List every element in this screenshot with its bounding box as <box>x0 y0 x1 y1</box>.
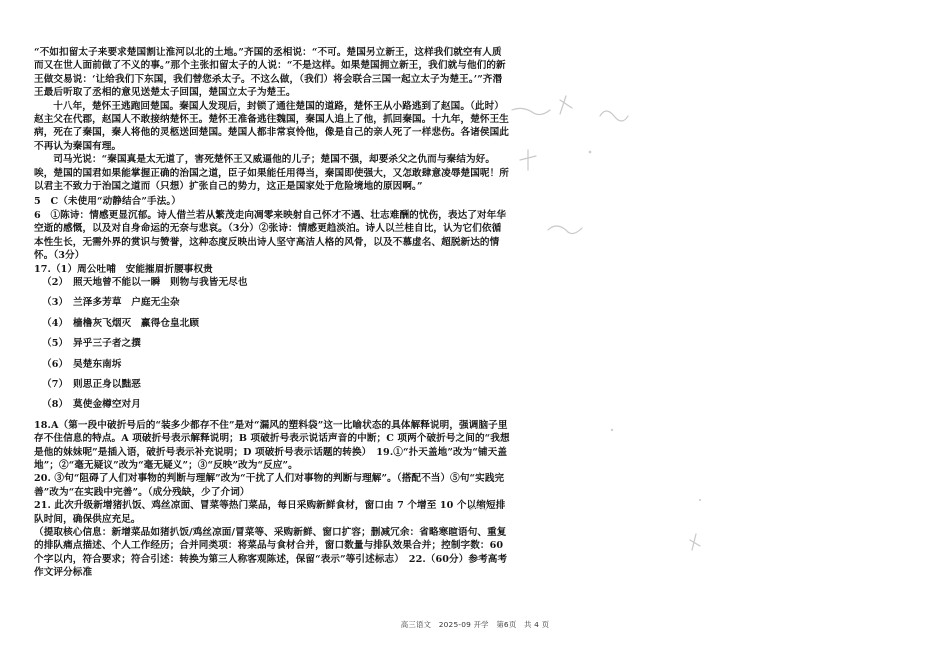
answer-17-item: （3） 兰泽多芳草 户庭无尘杂 <box>42 297 180 309</box>
answer-20: 20. ③句“阻碍了人们对事物的判断与理解”改为“干扰了人们对事物的判断与理解”。（搭配不当）⑤句“实践完善”改为“在实践中完善”。（成分残缺，少了介词） <box>34 473 505 498</box>
answer-5: 5 C（未使用“动静结合”手法。） <box>34 196 181 208</box>
answer-18-19: 18.A（第一段中破折号后的“装多少都存不住”是对“漏风的塑料袋”这一比喻状态的具体解释说明，强调脑子里存不住信息的特点。A 项破折号表示解释说明；B 项破折号表示说话声音的中断；C 项两个破折号之间的“我想是他的妹妹呢”是插入语，破折号表示补充说明；D 项破折号表示话题的转换） 19.①“扑天盖地”改为“铺天盖地”；②“毫无疑议”改为“毫无疑义”；③“反映”改为“反应”。 <box>34 419 510 471</box>
answer-17-item: （8） 莫使金樽空对月 <box>42 399 141 411</box>
answer-17-item: （2） 照天地曾不能以一瞬 则物与我皆无尽也 <box>42 276 248 288</box>
answer-17-item: （4） 樯橹灰飞烟灭 赢得仓皇北顾 <box>42 317 200 329</box>
answer-21-notes: （提取核心信息：新增菜品如猪扒饭/鸡丝凉面/冒菜等、采购新鲜、窗口扩容；删减冗余：省略寒暄语句、重复的排队痛点描述、个人工作经历；合并同类项：将菜品与食材合并，窗口数量与排队效果合并；控制字数：60 个字以内，符合要求；符合引述：转换为第三人称客观陈述，保留“表示”等引述标志） 22.（60分）参考高考作文评分标准 <box>34 527 508 579</box>
answer-key-text <box>34 46 510 580</box>
answer-21: 21. 此次升级新增猪扒饭、鸡丝凉面、冒菜等热门菜品，每日采购新鲜食材，窗口由 7 个增至 10 个以缩短排队时间，确保供应充足。 <box>34 500 506 525</box>
answer-17-item: （6） 吴楚东南坼 <box>42 358 122 370</box>
paragraph-3: 司马光说：“秦国真是太无道了，害死楚怀王又威逼他的儿子；楚国不强，却要杀父之仇而与秦结为好。唉，楚国的国君如果能掌握正确的治国之道，臣子如果能任用得当，秦国即使强大，又怎敢肆意凌辱楚国呢！所以君主不致力于治国之道而（只想）扩张自己的势力，这正是国家处于危险境地的原因啊。” <box>34 154 509 193</box>
answer-6: 6 ①陈诗：情感更显沉郁。诗人借兰若从繁茂走向凋零来映射自己怀才不遇、壮志难酬的忧伤，表达了对年华空逝的感慨，以及对自身命运的无奈与悲哀。（3分）②张诗：情感更趋淡泊。诗人以兰桂自比，认为它们依循本性生长，无需外界的赏识与赞誉，这种态度反映出诗人坚守高洁人格的风骨，以及不慕虚名、超脱新达的情怀。（3分） <box>34 209 507 262</box>
paragraph-1: “不如扣留太子来要求楚国割让淮河以北的土地。”齐国的丞相说：“不可。楚国另立新王，这样我们就空有人质而又在世人面前做了不义的事。”那个主张扣留太子的人说：“不是这样。如果楚国拥立新王，我们就与他们的新王做交易说：‘让给我们下东国，我们替您杀太子。不这么做，（我们）将会联合三国一起立太子为楚王。’”齐湣王最后听取了丞相的意见送楚太子回国，楚国立太子为楚王。 <box>34 47 506 99</box>
answer-17-item: （7） 则思正身以黜恶 <box>42 378 141 390</box>
paragraph-2: 十八年，楚怀王逃跑回楚国。秦国人发现后，封锁了通往楚国的道路，楚怀王从小路逃到了赵国。（此时）赵主父在代郡，赵国人不敢接纳楚怀王。楚怀王准备逃往魏国，秦国人追上了他，抓回秦国。十九年，楚怀王生病，死在了秦国，秦人将他的灵柩送回楚国。楚国人都非常哀怜他，像是自己的亲人死了一样悲伤。各诸侯国此不再认为秦国有理。 <box>34 100 509 152</box>
answer-17-item: （5） 异乎三子者之撰 <box>42 338 141 350</box>
answer-17-header: 17.（1）周公吐哺 安能摧眉折腰事权贵 <box>34 263 213 275</box>
page-footer: 高三语文 2025-09 开学 第6页 共 4 页 <box>400 620 550 629</box>
